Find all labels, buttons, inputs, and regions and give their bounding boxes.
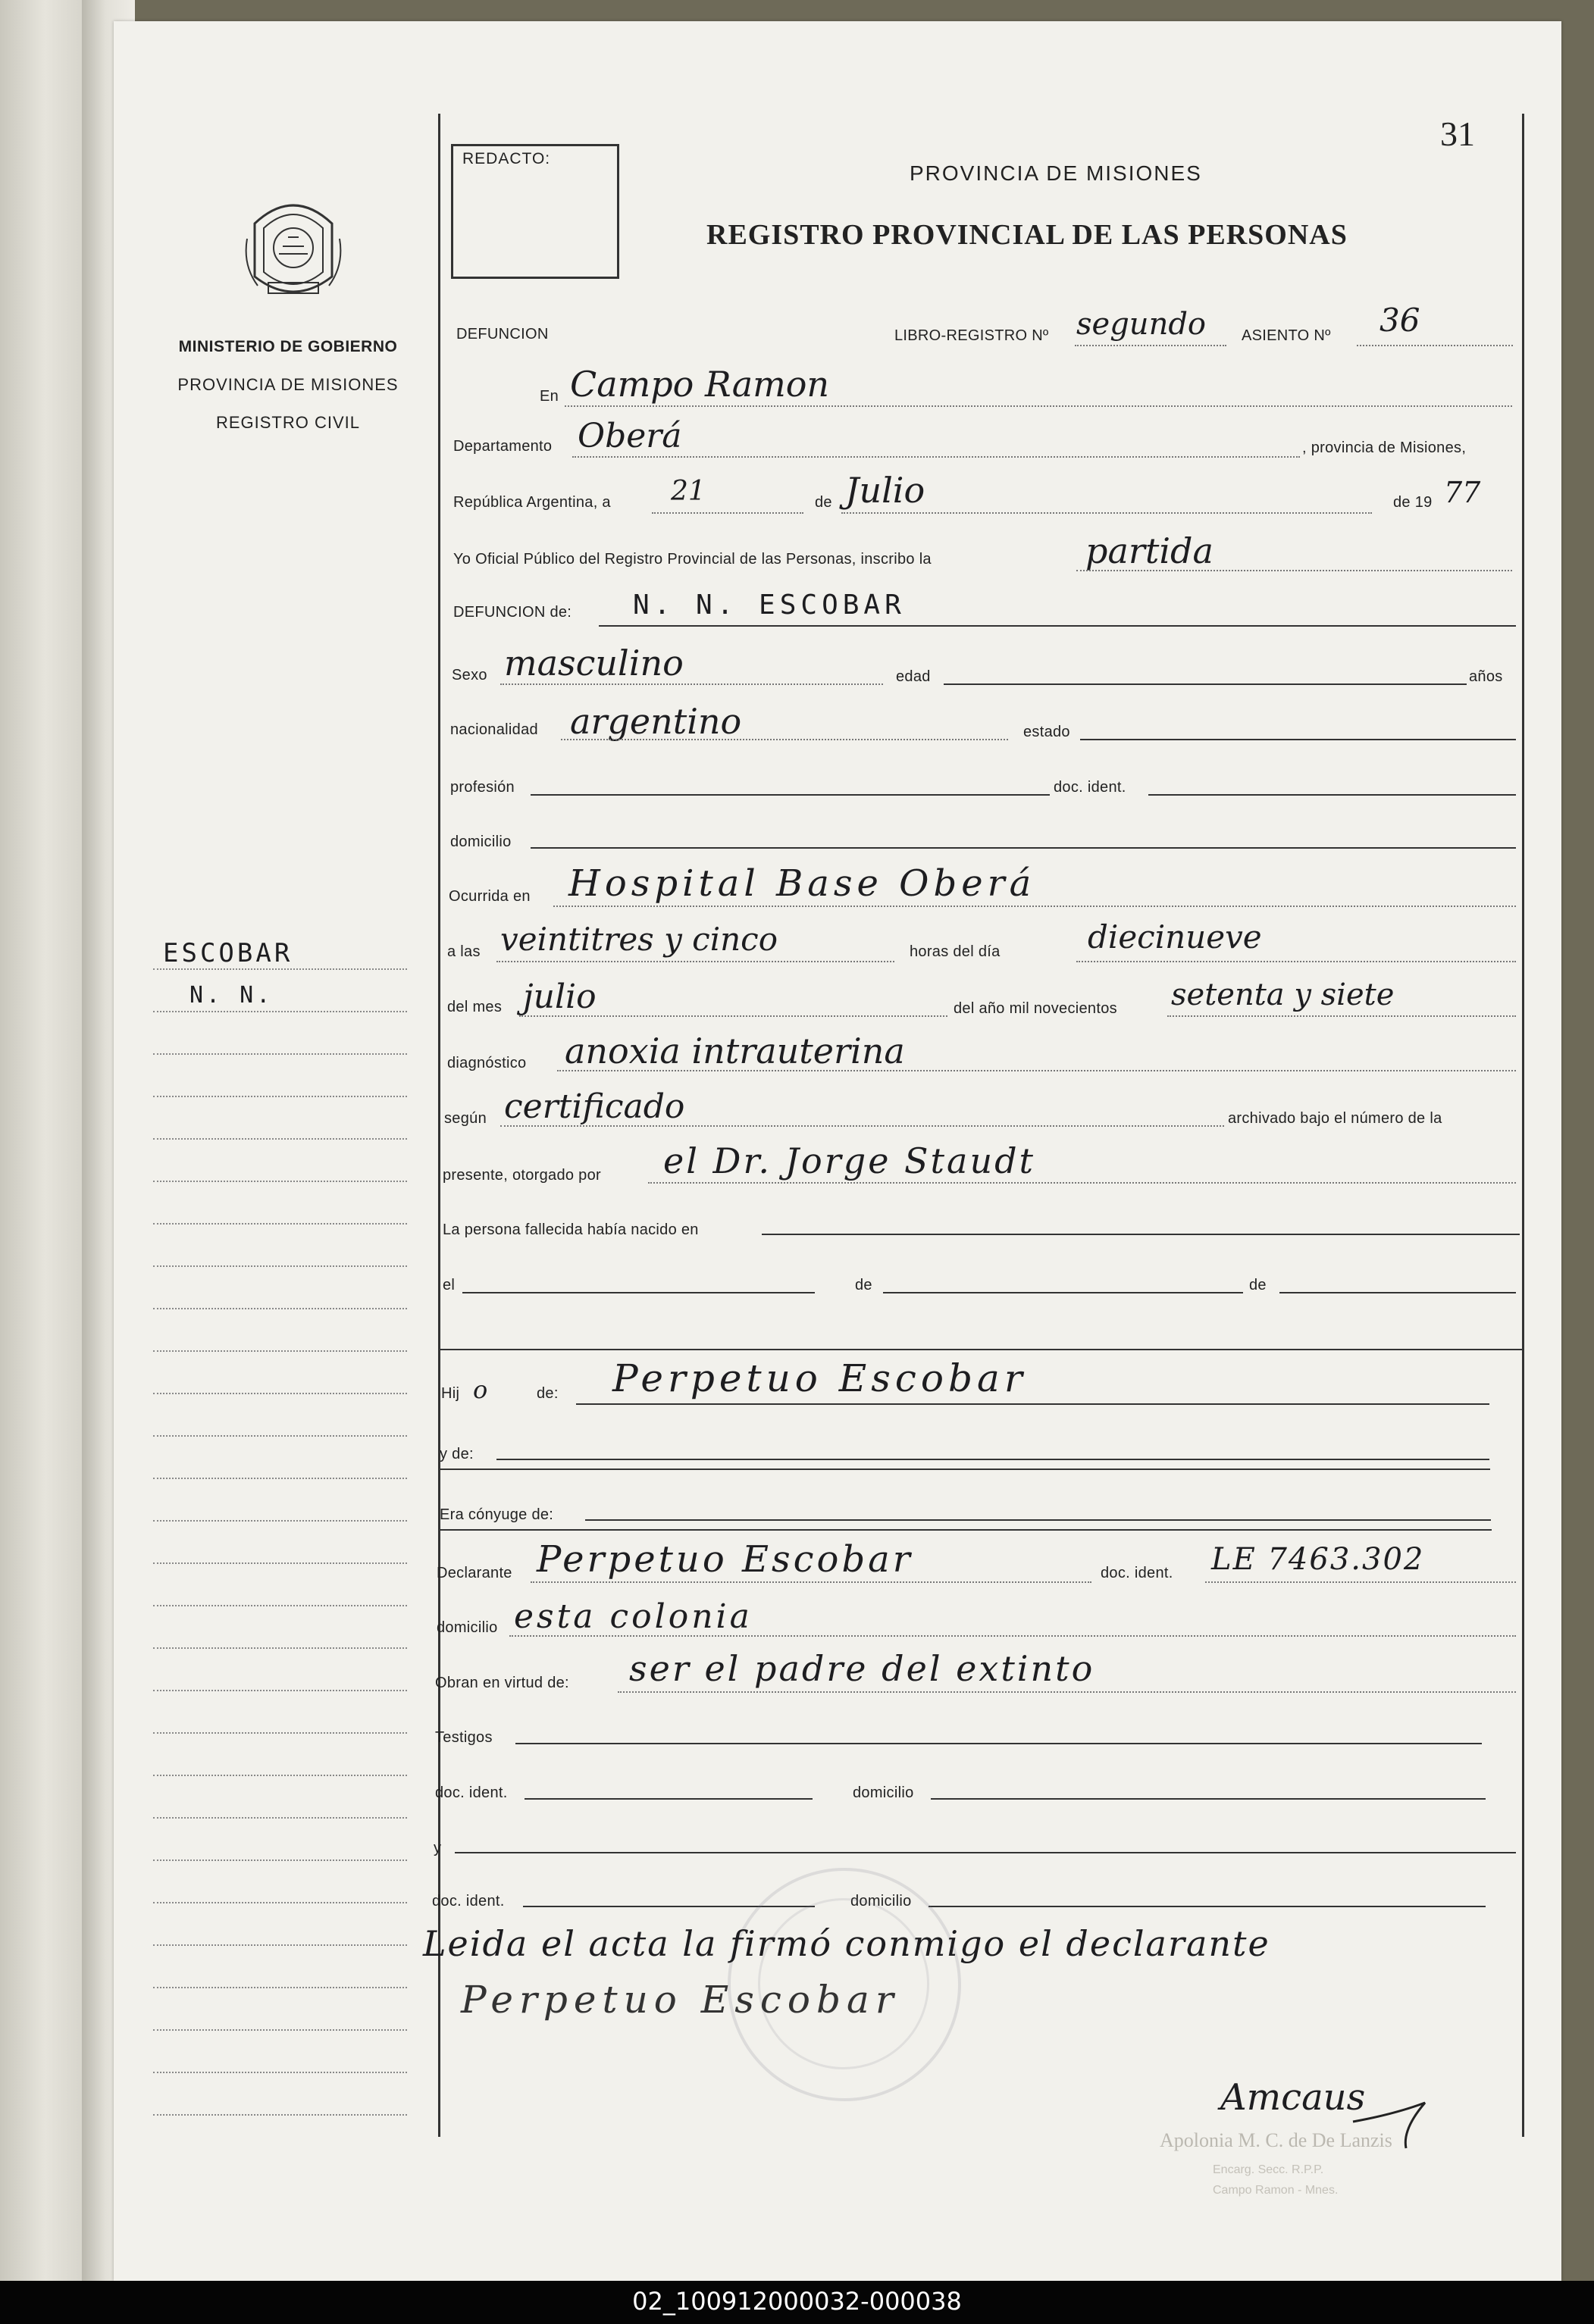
- segun-value: certificado: [504, 1087, 685, 1126]
- horas-value: diecinueve: [1088, 918, 1262, 956]
- departamento-line: [572, 456, 1300, 458]
- archivado-label: archivado bajo el número de la: [1228, 1110, 1442, 1127]
- margin-line: [153, 1096, 407, 1097]
- presente-value: el Dr. Jorge Staudt: [663, 1140, 1036, 1181]
- libro-line: [1075, 345, 1226, 346]
- declarante-label: Declarante: [437, 1565, 512, 1581]
- diagnostico-line: [557, 1070, 1516, 1071]
- ocurrida-label: Ocurrida en: [449, 888, 531, 905]
- registro-header: REGISTRO PROVINCIAL DE LAS PERSONAS: [706, 219, 1348, 251]
- margin-line: [153, 1944, 407, 1946]
- profesion-label: profesión: [450, 779, 515, 796]
- conyuge-divider: [438, 1529, 1492, 1531]
- de-label: de: [815, 494, 832, 511]
- margin-line: [153, 1775, 407, 1776]
- departamento-label: Departamento: [453, 438, 553, 455]
- testigo2-domicilio-line: [929, 1906, 1486, 1907]
- declarante-doc-label: doc. ident.: [1101, 1565, 1173, 1581]
- del-anio-line: [1167, 1015, 1516, 1017]
- declarante-doc-line: [1205, 1581, 1516, 1583]
- margin-surname: ESCOBAR: [163, 938, 293, 968]
- margin-given-name: N. N.: [189, 982, 274, 1009]
- diagnostico-value: anoxia intrauterina: [565, 1031, 905, 1071]
- el-de2-label: de: [1249, 1277, 1267, 1293]
- margin-line: [153, 1605, 407, 1606]
- de19-label: de 19: [1393, 494, 1433, 511]
- el-line: [462, 1292, 815, 1293]
- testigos-line: [515, 1743, 1482, 1744]
- nacionalidad-value: argentino: [570, 701, 742, 742]
- sexo-line: [500, 683, 883, 685]
- nacionalidad-label: nacionalidad: [450, 721, 538, 738]
- decl-domicilio-label: domicilio: [437, 1619, 498, 1636]
- declarante-doc-value: LE 7463.302: [1211, 1542, 1425, 1577]
- sexo-value: masculino: [504, 643, 684, 683]
- margin-line: [153, 1562, 407, 1564]
- asiento-value: 36: [1379, 302, 1420, 339]
- leida-text: Leida el acta la firmó conmigo el declarante: [423, 1923, 1270, 1964]
- el-de-label: de: [855, 1277, 872, 1293]
- del-anio-label: del año mil novecientos: [954, 1000, 1117, 1017]
- testigos-label: Testigos: [435, 1729, 493, 1746]
- page-number: 31: [1440, 114, 1475, 153]
- del-mes-value: julio: [523, 977, 597, 1016]
- firma-declarante: Perpetuo Escobar: [461, 1978, 900, 2022]
- presente-label: presente, otorgado por: [443, 1167, 601, 1184]
- domicilio-label: domicilio: [450, 834, 512, 850]
- partida-line: [1076, 570, 1512, 571]
- domicilio-line: [531, 847, 1516, 849]
- horas-label: horas del día: [910, 943, 1001, 960]
- margin-line: [153, 1308, 407, 1309]
- el-de-line: [883, 1292, 1243, 1293]
- margin-line: [153, 2029, 407, 2031]
- decl-domicilio-value: esta colonia: [514, 1597, 753, 1636]
- y-de-line: [496, 1459, 1489, 1460]
- provincial-seal-icon: [241, 193, 346, 305]
- margin-line: [153, 1520, 407, 1522]
- margin-line: [153, 1393, 407, 1394]
- segun-label: según: [444, 1110, 487, 1127]
- sexo-label: Sexo: [452, 667, 487, 683]
- asiento-line: [1357, 345, 1513, 346]
- obran-line: [618, 1691, 1516, 1693]
- el-de2-line: [1279, 1292, 1516, 1293]
- image-id-caption: 02_100912000032-000038: [632, 2287, 962, 2316]
- margin-line: [153, 1478, 407, 1479]
- profesion-doc-line: [1148, 794, 1516, 796]
- libro-value: segundo: [1076, 307, 1207, 342]
- y-de-label: y de:: [440, 1446, 474, 1462]
- testigo1-doc-line: [525, 1798, 813, 1800]
- conyuge-line: [585, 1519, 1491, 1521]
- horas-line: [1076, 961, 1516, 962]
- el-label: el: [443, 1277, 456, 1293]
- departamento-value: Oberá: [578, 417, 682, 455]
- bleed-through-name: Apolonia M. C. de De Lanzis: [1160, 2129, 1392, 2151]
- en-label: En: [540, 388, 559, 405]
- dia-line: [652, 512, 803, 514]
- nacido-label: La persona fallecida había nacido en: [443, 1221, 699, 1238]
- left-page-edge: [0, 0, 82, 2281]
- provincia-header: PROVINCIA DE MISIONES: [910, 161, 1202, 185]
- margin-line: [153, 968, 407, 970]
- anio-value: 77: [1444, 476, 1481, 509]
- margin-line: [153, 1265, 407, 1267]
- defuncion-de-value: N. N. ESCOBAR: [633, 590, 906, 621]
- obran-value: ser el padre del extinto: [629, 1648, 1095, 1689]
- section-divider: [438, 1349, 1522, 1350]
- obran-label: Obran en virtud de:: [435, 1675, 569, 1691]
- ocurrida-value: Hospital Base Oberá: [568, 862, 1036, 905]
- libro-label: LIBRO-REGISTRO Nº: [894, 327, 1049, 344]
- margin-line: [153, 1647, 407, 1649]
- hij-value: Perpetuo Escobar: [612, 1356, 1027, 1400]
- estado-label: estado: [1023, 724, 1070, 740]
- declarante-line: [531, 1581, 1091, 1583]
- testigo2-domicilio-label: domicilio: [850, 1893, 912, 1910]
- margin-line: [153, 1223, 407, 1225]
- testigo1-domicilio-line: [931, 1798, 1486, 1800]
- anos-label: años: [1469, 668, 1503, 685]
- profesion-line: [531, 794, 1050, 796]
- diagnostico-label: diagnóstico: [447, 1055, 527, 1071]
- testigo2-doc-label: doc. ident.: [432, 1893, 505, 1910]
- dia-value: 21: [671, 476, 706, 507]
- margin-line: [153, 1860, 407, 1861]
- form-frame-right: [1522, 114, 1524, 2137]
- del-mes-line: [519, 1015, 947, 1017]
- bleed-through-line-2: Encarg. Secc. R.P.P.: [1213, 2163, 1324, 2176]
- presente-line: [648, 1182, 1516, 1184]
- margin-line: [153, 1011, 407, 1012]
- oficial-text: Yo Oficial Público del Registro Provincial de las Personas, inscribo la: [453, 551, 932, 568]
- nacido-line: [762, 1234, 1520, 1235]
- margin-line: [153, 1902, 407, 1903]
- margin-line: [153, 2072, 407, 2073]
- decl-domicilio-line: [509, 1635, 1516, 1637]
- hij-de-label: de:: [537, 1385, 559, 1402]
- margin-line: [153, 1817, 407, 1819]
- declarante-value: Perpetuo Escobar: [537, 1538, 913, 1581]
- defuncion-de-label: DEFUNCION de:: [453, 604, 572, 621]
- y-label: y: [434, 1840, 442, 1856]
- hij-label: Hij: [441, 1385, 460, 1402]
- edad-label: edad: [896, 668, 931, 685]
- defuncion-de-line: [599, 625, 1516, 627]
- del-mes-label: del mes: [447, 999, 503, 1015]
- en-line: [565, 405, 1512, 407]
- del-anio-value: setenta y siete: [1171, 977, 1395, 1012]
- margin-line: [153, 1690, 407, 1691]
- estado-line: [1080, 739, 1516, 740]
- ministry-line-3: REGISTRO CIVIL: [215, 413, 361, 432]
- margin-line: [153, 1138, 407, 1140]
- mes-value: Julio: [845, 470, 925, 511]
- nacionalidad-line: [561, 739, 1008, 740]
- provincia-suffix: , provincia de Misiones,: [1302, 439, 1467, 456]
- defuncion-label: DEFUNCION: [456, 326, 549, 343]
- y-line: [455, 1852, 1516, 1853]
- hij-line: [576, 1403, 1489, 1405]
- margin-line: [153, 2114, 407, 2116]
- firma-oficial: Amcaus: [1220, 2076, 1366, 2119]
- margin-line: [153, 1181, 407, 1182]
- partida-value: partida: [1085, 530, 1214, 571]
- conyuge-label: Era cónyuge de:: [440, 1506, 554, 1523]
- bleed-through-line-3: Campo Ramon - Mnes.: [1213, 2184, 1339, 2197]
- ministry-line-1: MINISTERIO DE GOBIERNO: [178, 338, 398, 355]
- a-las-label: a las: [447, 943, 481, 960]
- en-value: Campo Ramon: [570, 364, 830, 405]
- segun-line: [500, 1125, 1224, 1127]
- mes-line: [841, 512, 1372, 514]
- margin-line: [153, 1732, 407, 1734]
- asiento-label: ASIENTO Nº: [1242, 327, 1331, 344]
- margin-line: [153, 1435, 407, 1437]
- redacto-label: REDACTO:: [462, 150, 551, 167]
- testigo1-doc-label: doc. ident.: [435, 1784, 508, 1801]
- republica-label: República Argentina, a: [453, 494, 611, 511]
- profesion-doc-label: doc. ident.: [1054, 779, 1126, 796]
- form-frame-left: [438, 114, 440, 2137]
- ministry-line-2: PROVINCIA DE MISIONES: [177, 375, 399, 394]
- testigo1-domicilio-label: domicilio: [853, 1784, 914, 1801]
- a-las-value: veintitres y cinco: [500, 921, 778, 958]
- margin-line: [153, 1053, 407, 1055]
- y-de-divider: [438, 1469, 1490, 1470]
- margin-line: [153, 1987, 407, 1988]
- hij-suffix: o: [473, 1375, 488, 1404]
- a-las-line: [496, 961, 894, 962]
- edad-line: [944, 683, 1467, 685]
- ocurrida-line: [553, 906, 1516, 907]
- margin-line: [153, 1350, 407, 1352]
